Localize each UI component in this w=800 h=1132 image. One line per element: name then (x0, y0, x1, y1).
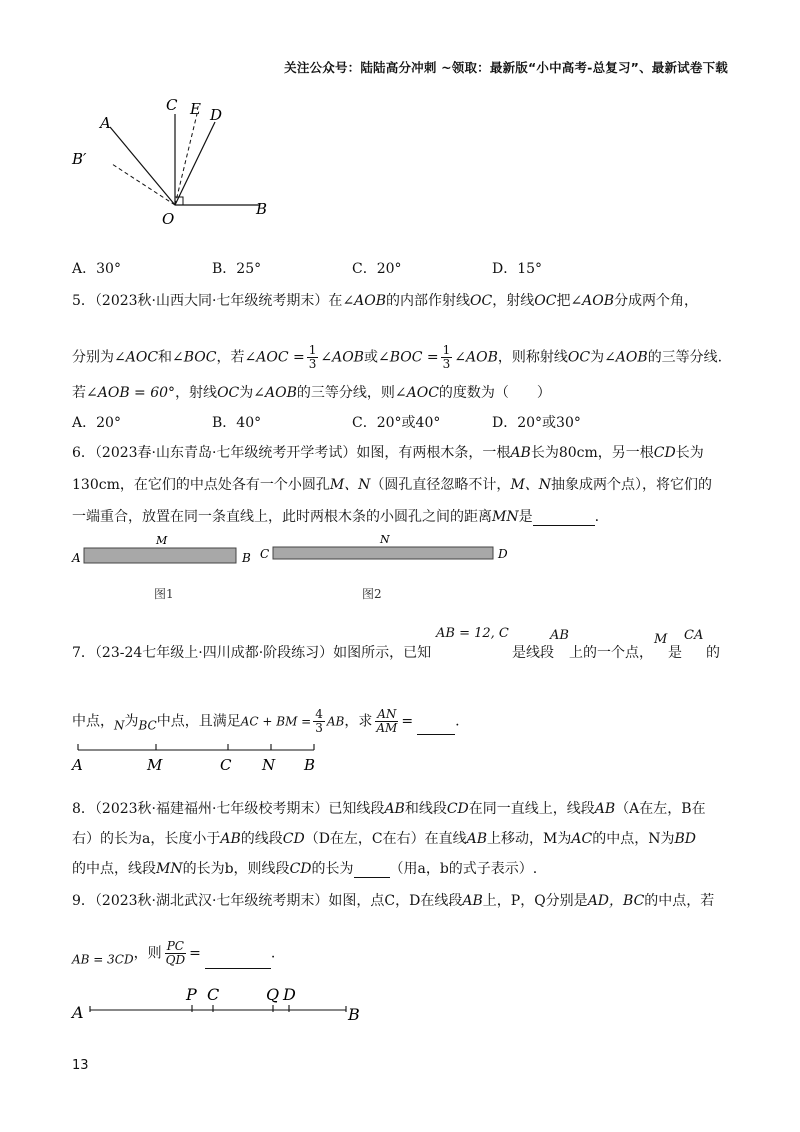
label-m: M (156, 534, 168, 547)
q4-option-b[interactable]: B．25° (212, 261, 262, 277)
wood-strips-figure (68, 532, 528, 602)
label-b: B (242, 551, 251, 565)
q8-line-1: 8．（2023秋·福建福州·七年级校考期末）已知线段AB和线段CD在同一直线上，线段AB（A在左，B在 (72, 801, 706, 817)
q9-line-2: AB = 3CD，则 $\frac{PC}{QD}$ = . (72, 939, 276, 967)
figure-1-caption: 图1 (154, 587, 174, 601)
q5-option-d[interactable]: D．20°或30° (492, 415, 581, 431)
answer-blank[interactable] (417, 720, 455, 735)
fraction-one-third: $\frac{1}{3}$ (308, 343, 317, 371)
label-a: A (72, 756, 83, 774)
wood-strip-cd (273, 547, 493, 559)
label-d: D (283, 985, 296, 1004)
figure-2-caption: 图2 (362, 587, 382, 601)
q6-line-3: 一端重合，放置在同一条直线上，此时两根木条的小圆孔之间的距离MN是 . (72, 509, 600, 525)
label-e: E (190, 100, 201, 118)
label-n: N (380, 533, 390, 546)
q4-option-c[interactable]: C．20° (352, 261, 402, 277)
q9-line-1: 9．（2023秋·湖北武汉·七年级统考期末）如图，点C，D在线段AB上，P，Q分别是AD，BC的中点，若 (72, 893, 715, 909)
label-b: B (304, 756, 316, 774)
ray-od (175, 122, 215, 205)
label-b: B (348, 1005, 360, 1024)
angle-figure (70, 92, 290, 232)
label-a: A (72, 551, 81, 565)
page-header: 关注公众号：陆陆高分冲刺 ~领取：最新版“小中高考-总复习”、最新试卷下载 (284, 60, 728, 75)
label-m: M (147, 756, 163, 774)
q7-segment-figure (68, 738, 338, 774)
answer-blank[interactable] (354, 863, 390, 878)
q5-line-2: 分别为∠AOC和∠BOC，若∠AOC = $\frac{1}{3}$ ∠AOB或∠BOC = $\frac{1}{3}$ ∠AOB，则称射线OC为∠AOB的三等分线. (72, 343, 723, 371)
answer-blank[interactable] (533, 511, 595, 526)
label-a: A (72, 1003, 84, 1022)
label-b: B (256, 200, 268, 218)
label-c: C (166, 96, 178, 114)
ray-oa (110, 127, 175, 205)
label-o: O (162, 210, 175, 228)
label-b-prime: B′ (72, 150, 87, 168)
ray-ob-prime (112, 164, 175, 205)
fraction-four-thirds: $\frac{4}{3}$ (315, 707, 323, 735)
label-d: D (498, 547, 508, 561)
q8-line-3: 的中点，线段MN的长为b，则线段CD的长为 （用a，b的式子表示）. (72, 861, 538, 877)
answer-blank[interactable] (205, 954, 271, 969)
q7-line-2: 中点，N为BC中点，且满足AC + BM = $\frac{4}{3}$ AB，求 $\frac{AN}{AM}$ = . (72, 707, 460, 735)
q5-option-a[interactable]: A．20° (72, 415, 121, 431)
q4-option-a[interactable]: A．30° (72, 261, 121, 277)
label-a: A (100, 114, 111, 132)
q5-line-1: 5．（2023秋·山西大同·七年级统考期末）在∠AOB的内部作射线OC，射线OC把∠AOB分成两个角， (72, 293, 699, 309)
fraction-pc-qd: $\frac{PC}{QD}$ (165, 939, 186, 967)
label-n: N (262, 756, 276, 774)
label-c: C (260, 547, 270, 561)
q7-given: AB = 12, C (436, 626, 509, 641)
q8-line-2: 右）的长为a，长度小于AB的线段CD（D在左，C在右）在直线AB上移动，M为AC的中点，N为BD (72, 831, 696, 847)
q6-line-1: 6．（2023春·山东青岛·七年级统考开学考试）如图，有两根木条，一根AB长为80cm，另一根CD长为 (72, 445, 704, 461)
label-p: P (186, 985, 197, 1004)
label-c: C (207, 985, 220, 1004)
q5-option-c[interactable]: C．20°或40° (352, 415, 441, 431)
q6-line-2: 130cm，在它们的中点处各有一个小圆孔M、N（圆孔直径忽略不计，M、N抽象成两个点），将它们的 (72, 477, 713, 493)
page-number: 13 (72, 1058, 89, 1073)
fraction-one-third: $\frac{1}{3}$ (442, 343, 451, 371)
label-c: C (220, 756, 232, 774)
q7-line-1: 7．（23-24七年级上·四川成都·阶段练习）如图所示，已知 (72, 645, 432, 661)
q4-option-d[interactable]: D．15° (492, 261, 543, 277)
label-d: D (210, 106, 223, 124)
q5-line-3: 若∠AOB = 60°，射线OC为∠AOB的三等分线，则∠AOC的度数为（ ） (72, 385, 551, 401)
ray-oe (175, 114, 197, 205)
wood-strip-ab (84, 548, 236, 563)
label-q: Q (266, 985, 280, 1004)
q9-segment-figure (68, 980, 368, 1026)
q5-option-b[interactable]: B．40° (212, 415, 262, 431)
fraction-an-am: $\frac{AN}{AM}$ (376, 707, 398, 735)
